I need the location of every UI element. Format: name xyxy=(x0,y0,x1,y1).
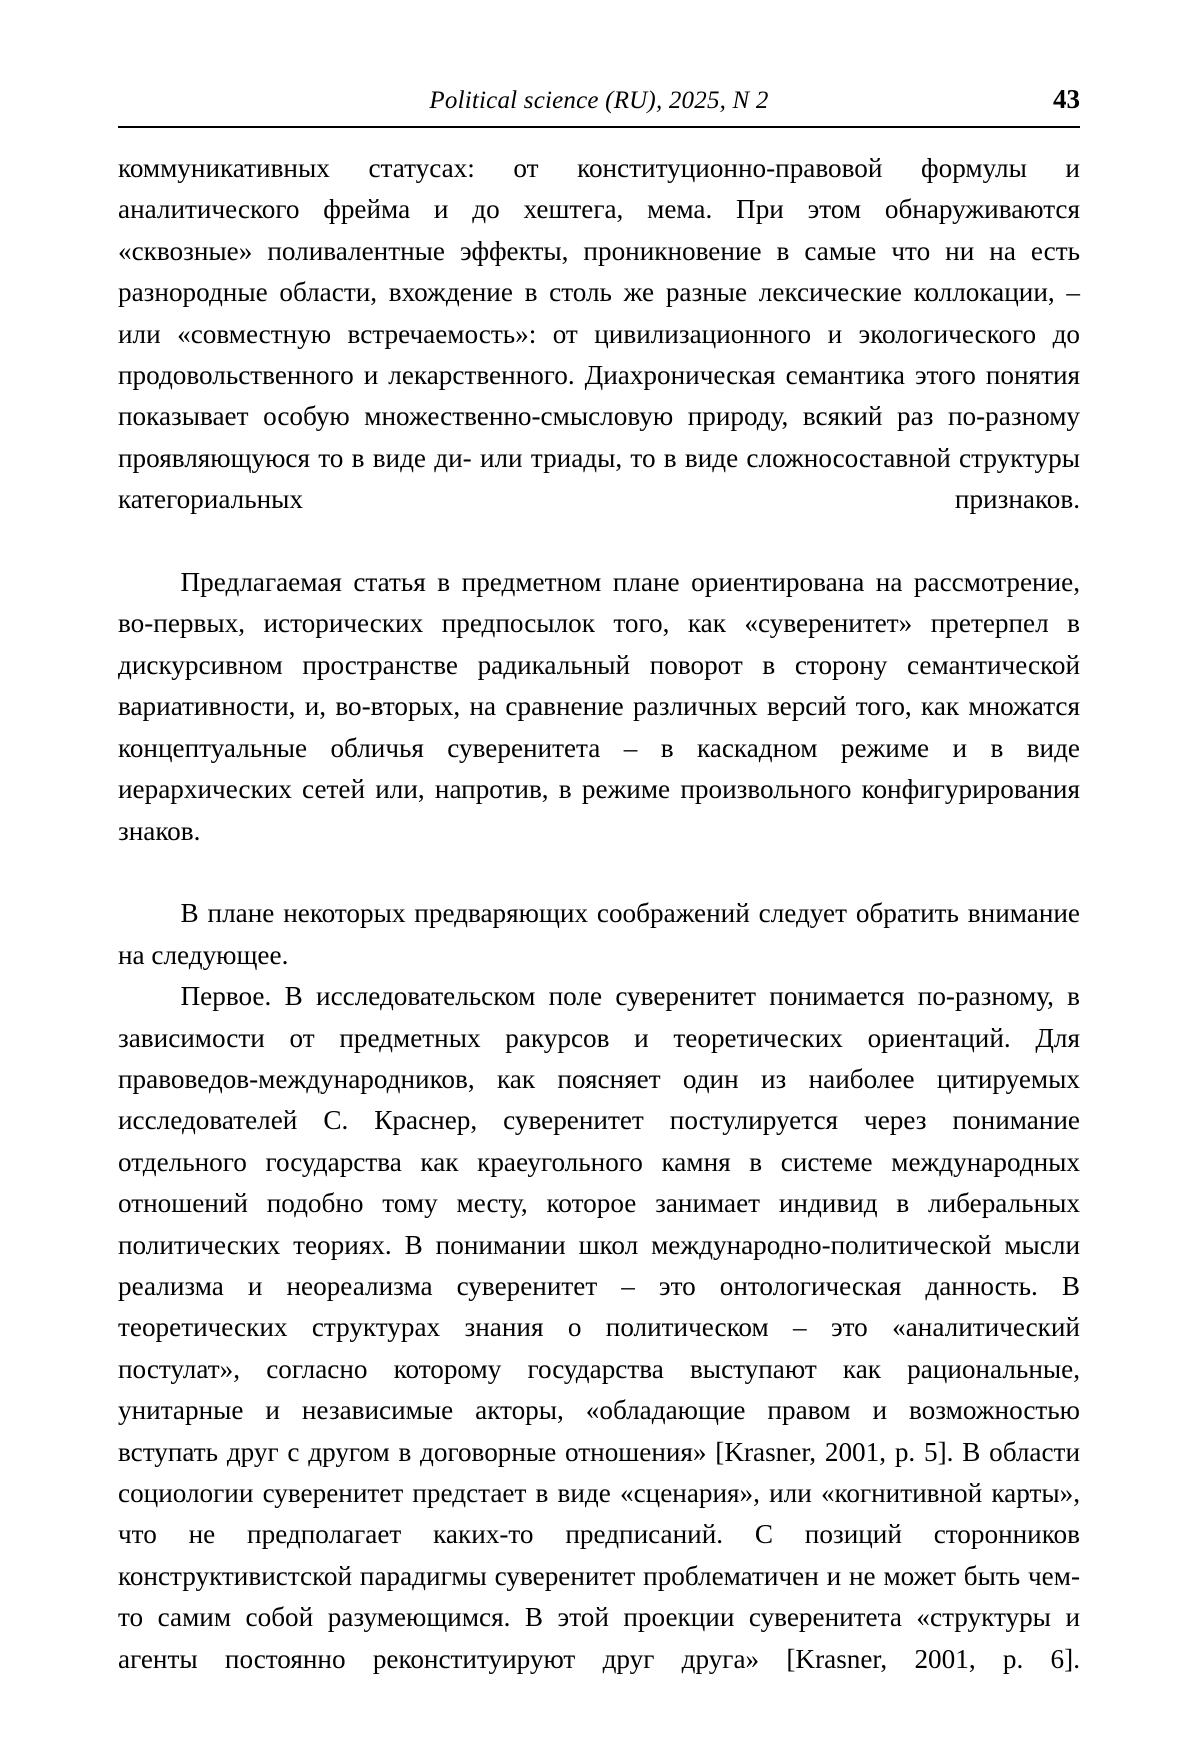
paragraph-3: В плане некоторых предваряющих соображений следует обратить внимание на следующее. xyxy=(118,898,1080,970)
page-number: 43 xyxy=(1053,84,1080,114)
header-rule xyxy=(118,126,1080,128)
paragraph-1: коммуникативных статусах: от конституционно-правовой формулы и аналитического фрейма и до хештега, мема. При этом обнаруживаются «сквозные» поливалентные эффекты, проникновение в самые что ни на есть разнородные области, вхождение в столь же разные лексические коллокации, – или «совместную встречаемость»: от цивилизационного и экологического до продовольственного и лекарственного. Диахроническая семантика этого понятия показывает особую множественно-смысловую природу, всякий раз по-разному проявляющуюся то в виде ди- или триады, то в виде сложносоставной структуры категориальных признаков. xyxy=(118,153,1080,515)
running-head xyxy=(118,84,1080,115)
body-text xyxy=(118,148,1080,1721)
paragraph-2: Предлагаемая статья в предметном плане ориентирована на рассмотрение, во-первых, исторических предпосылок того, как «суверенитет» претерпел в дискурсивном пространстве радикальный поворот в сторону семантической вариативности, и, во-вторых, на сравнение различных версий того, как множатся концептуальные обличья суверенитета – в каскадном режиме и в виде иерархических сетей или, напротив, в режиме произвольного конфигурирования знаков. xyxy=(118,567,1080,846)
paragraph-4: Первое. В исследовательском поле суверенитет понимается по-разному, в зависимости от предметных ракурсов и теоретических ориентаций. Для правоведов-международников, как поясняет один из наиболее цитируемых исследователей С. Краснер, суверенитет постулируется через понимание отдельного государства как краеугольного камня в системе международных отношений подобно тому месту, которое занимает индивид в либеральных политических теориях. В понимании школ международно-политической мысли реализма и неореализма суверенитет – это онтологическая данность. В теоретических структурах знания о политическом – это «аналитический постулат», согласно которому государства выступают как рациональные, унитарные и независимые акторы, «обладающие правом и возможностью вступать друг с другом в договорные отношения» [Krasner, 2001, p. 5]. В области социологии суверенитет предстает в виде «сценария», или «когнитивной карты», что не предполагает каких-то предписаний. С позиций сторонников конструктивистской парадигмы суверенитет проблематичен и не может быть чем-то самим собой разумеющимся. В этой проекции суверенитета «структуры и агенты постоянно реконституируют друг друга» [Krasner, 2001, p. 6]. xyxy=(118,981,1080,1674)
journal-title: Political science (RU), 2025, N 2 xyxy=(429,87,769,114)
